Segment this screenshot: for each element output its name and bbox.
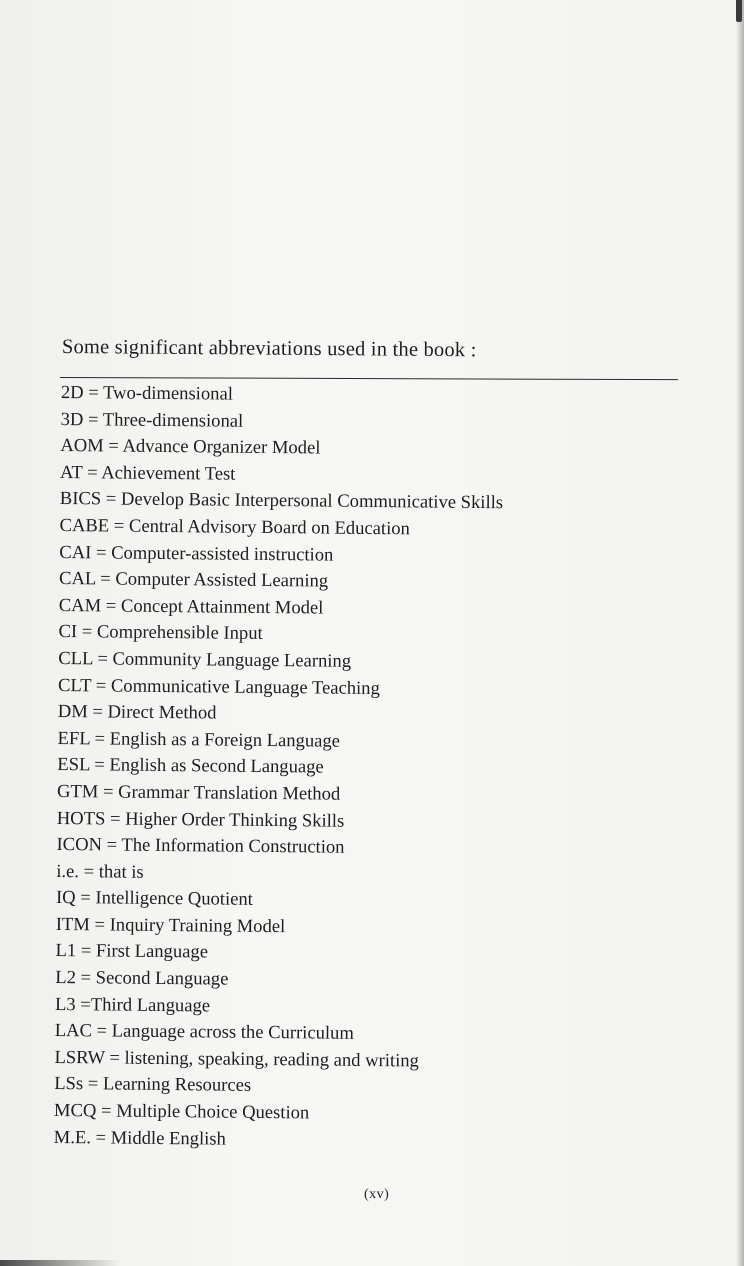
abbreviation-entry: BICS = Develop Basic Interpersonal Communicative Skills: [59, 488, 504, 514]
abbreviation-entry: LSs = Learning Resources: [54, 1073, 252, 1097]
abbreviation-entry: 2D = Two-dimensional: [60, 381, 234, 405]
abbreviation-entry: CAM = Concept Attainment Model: [58, 594, 324, 619]
abbreviation-entry: ICON = The Information Construction: [56, 834, 345, 858]
abbreviation-entry: L1 = First Language: [55, 940, 209, 963]
abbreviation-entry: IQ = Intelligence Quotient: [55, 887, 254, 911]
page-number: (xv): [364, 1187, 390, 1202]
abbreviation-entry: CI = Comprehensible Input: [58, 621, 263, 645]
abbreviation-entry: 3D = Three-dimensional: [60, 408, 244, 432]
page-edge-mark: [736, 0, 742, 22]
abbreviation-entry: DM = Direct Method: [57, 701, 217, 724]
abbreviations-heading: Some significant abbreviations used in the book :: [61, 336, 477, 362]
abbreviation-entry: EFL = English as a Foreign Language: [57, 727, 341, 752]
abbreviation-entry: GTM = Grammar Translation Method: [56, 780, 341, 805]
abbreviation-entry: LAC = Language across the Curriculum: [54, 1020, 354, 1045]
abbreviation-entry: L2 = Second Language: [55, 967, 229, 990]
abbreviation-entry: MCQ = Multiple Choice Question: [53, 1099, 310, 1124]
abbreviation-entry: M.E. = Middle English: [53, 1126, 226, 1150]
abbreviation-entry: CAI = Computer-assisted instruction: [59, 541, 334, 566]
abbreviation-list: [54, 380, 661, 1157]
abbreviation-entry: i.e. = that is: [56, 860, 144, 883]
abbreviation-entry: HOTS = Higher Order Thinking Skills: [56, 807, 345, 832]
abbreviation-entry: CAL = Computer Assisted Learning: [58, 568, 329, 592]
abbreviation-entry: ITM = Inquiry Training Model: [55, 913, 286, 938]
abbreviation-entry: ESL = English as Second Language: [57, 754, 324, 778]
abbreviation-entry: L3 =Third Language: [54, 993, 211, 1017]
page-edge-shadow: [736, 0, 744, 1266]
abbreviation-entry: LSRW = listening, speaking, reading and writing: [54, 1046, 420, 1072]
page-bottom-shadow: [0, 1260, 120, 1266]
abbreviation-entry: CLL = Community Language Learning: [58, 647, 352, 672]
abbreviation-entry: AOM = Advance Organizer Model: [60, 435, 321, 459]
heading-underline: [60, 377, 678, 380]
abbreviation-entry: CLT = Communicative Language Teaching: [57, 674, 380, 699]
abbreviation-entry: AT = Achievement Test: [60, 461, 236, 485]
abbreviation-entry: CABE = Central Advisory Board on Education: [59, 514, 410, 540]
